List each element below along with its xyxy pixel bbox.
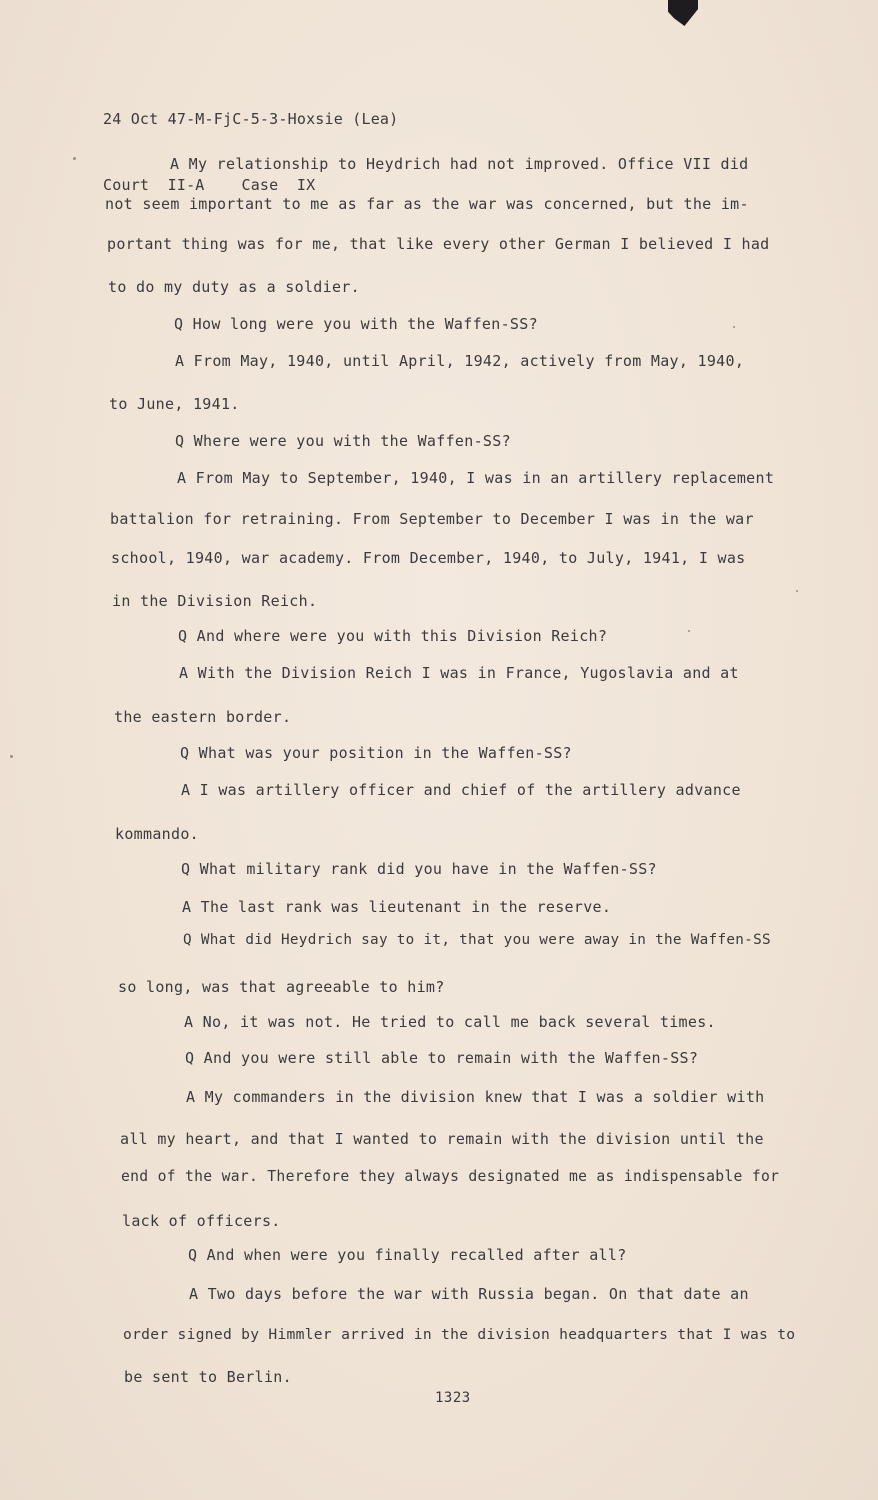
transcript-line: end of the war. Therefore they always designated me as indispensable for	[121, 1168, 780, 1185]
paper-speck	[796, 590, 798, 592]
transcript-line: A From May to September, 1940, I was in an artillery replacement	[177, 469, 775, 487]
paper-speck	[10, 755, 13, 758]
transcript-line: all my heart, and that I wanted to remain with the division until the	[120, 1130, 764, 1148]
transcript-line: be sent to Berlin.	[124, 1368, 292, 1386]
transcript-line: battalion for retraining. From September to December I was in the war	[110, 510, 754, 528]
transcript-line: A My commanders in the division knew that I was a soldier with	[186, 1088, 765, 1106]
transcript-line: Q What was your position in the Waffen-SS?	[180, 744, 572, 762]
document-header	[103, 64, 398, 240]
transcript-line: A Two days before the war with Russia began. On that date an	[189, 1285, 749, 1303]
transcript-line: Q What did Heydrich say to it, that you were away in the Waffen-SS	[183, 932, 771, 948]
transcript-line: A The last rank was lieutenant in the reserve.	[182, 898, 612, 916]
transcript-line: Q Where were you with the Waffen-SS?	[175, 432, 511, 450]
transcript-line: so long, was that agreeable to him?	[118, 978, 445, 996]
transcript-line: Q And you were still able to remain with the Waffen-SS?	[185, 1049, 699, 1067]
transcript-line: to do my duty as a soldier.	[108, 278, 360, 296]
transcript-line: order signed by Himmler arrived in the division headquarters that I was to	[123, 1326, 796, 1343]
transcript-line: Q And where were you with this Division Reich?	[178, 627, 608, 645]
paper-speck	[688, 630, 690, 632]
page-number: 1323	[435, 1390, 471, 1406]
transcript-line: A From May, 1940, until April, 1942, actively from May, 1940,	[175, 352, 745, 370]
paper-speck	[733, 326, 735, 328]
transcript-line: in the Division Reich.	[112, 592, 318, 610]
transcript-line: kommando.	[115, 825, 199, 843]
transcript-line: not seem important to me as far as the war was concerned, but the im-	[105, 195, 749, 213]
transcript-line: Q How long were you with the Waffen-SS?	[174, 315, 538, 333]
transcript-line: A With the Division Reich I was in France, Yugoslavia and at	[179, 664, 739, 682]
transcript-line: A No, it was not. He tried to call me back several times.	[184, 1013, 716, 1031]
transcript-line: A I was artillery officer and chief of the artillery advance	[181, 781, 741, 799]
transcript-line: the eastern border.	[114, 708, 292, 726]
transcript-line: lack of officers.	[122, 1212, 281, 1230]
binding-tab-mark	[668, 0, 698, 26]
transcript-line: Q What military rank did you have in the Waffen-SS?	[181, 860, 657, 878]
transcript-line: Q And when were you finally recalled after all?	[188, 1246, 627, 1264]
transcript-line: to June, 1941.	[109, 395, 240, 413]
transcript-line: portant thing was for me, that like every other German I believed I had	[107, 235, 770, 253]
transcript-line: A My relationship to Heydrich had not improved. Office VII did	[170, 155, 749, 173]
header-reference-line: 24 Oct 47-M-FjC-5-3-Hoxsie (Lea)	[103, 110, 399, 128]
header-court-case-line: Court II-A Case IX	[103, 176, 316, 194]
paper-speck	[73, 157, 76, 160]
transcript-line: school, 1940, war academy. From December, 1940, to July, 1941, I was	[111, 549, 746, 567]
